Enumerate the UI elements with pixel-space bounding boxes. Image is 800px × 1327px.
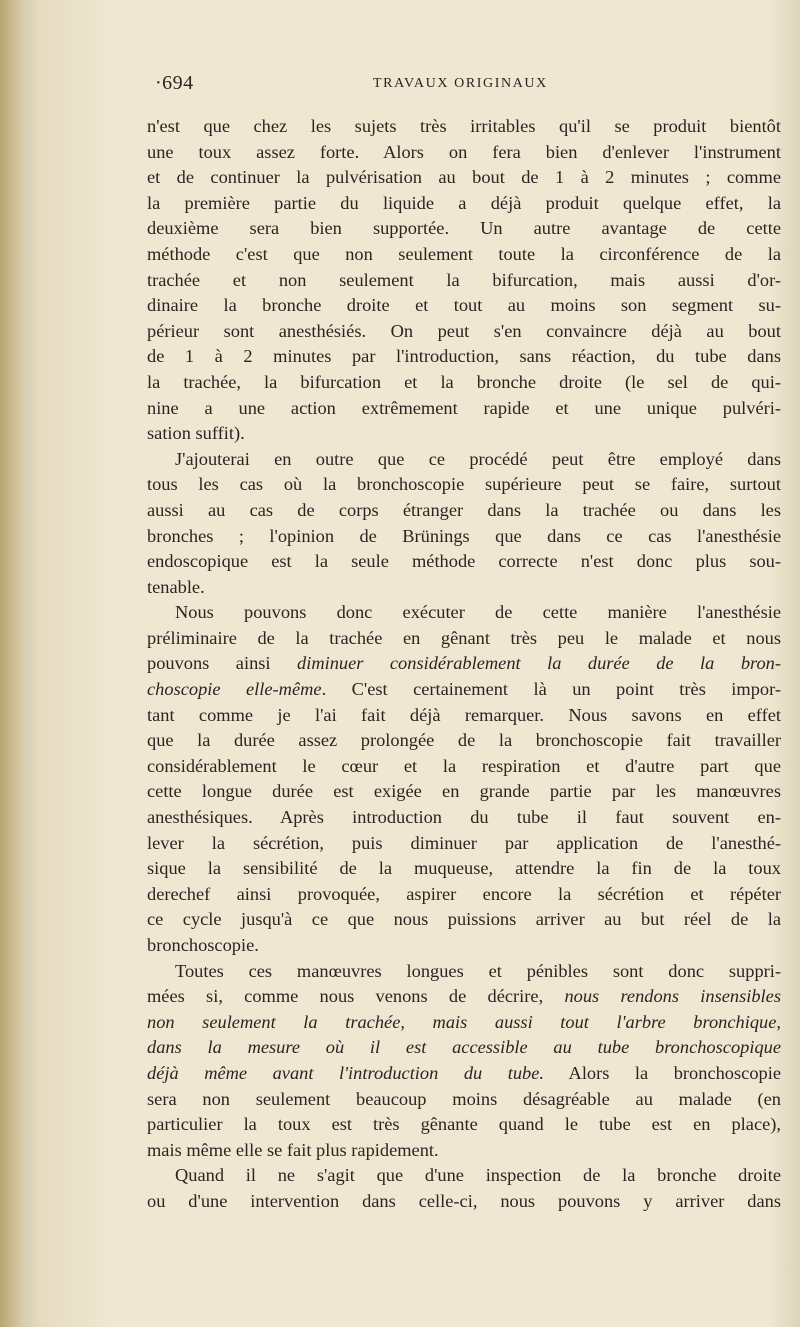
text-line: ce cycle jusqu'à ce que nous puissions arriver au but réel de la <box>147 909 781 930</box>
text-line: bronches ; l'opinion de Brünings que dans ce cas l'anesthésie <box>147 525 781 546</box>
italic-run: déjà même avant l'introduction du tube. <box>147 1062 545 1083</box>
text-line: bronchoscopie. <box>147 935 259 955</box>
text-line <box>147 651 781 677</box>
text-line: trachée et non seulement la bifurcation, mais aussi d'or- <box>147 269 781 290</box>
text-line <box>147 1010 781 1036</box>
text-line: n'est que chez les sujets très irritables qu'il se produit bientôt <box>147 116 781 136</box>
text-line: méthode c'est que non seulement toute la circonférence de la <box>147 243 781 264</box>
body-text <box>147 114 781 1215</box>
text-line: tenable. <box>147 576 205 597</box>
text-line: Toutes ces manœuvres longues et pénibles sont donc suppri- <box>175 960 781 981</box>
text-run: Alors la bronchoscopie <box>544 1062 781 1083</box>
text-line: derechef ainsi provoquée, aspirer encore la sécrétion et répéter <box>147 883 781 904</box>
text-line <box>147 1061 781 1087</box>
page-header <box>155 72 785 102</box>
text-line: préliminaire de la trachée en gênant très peu le malade et nous <box>147 627 781 648</box>
text-line: sation suffit). <box>147 423 245 444</box>
text-line: aussi au cas de corps étranger dans la trachée ou dans les <box>147 499 781 520</box>
page-number: ·694 <box>155 72 194 94</box>
text-run: . C'est certainement là un point très impor- <box>321 679 781 700</box>
text-line: dinaire la bronche droite et tout au moins son segment su- <box>147 295 781 316</box>
running-head: TRAVAUX ORIGINAUX <box>373 76 548 91</box>
text-line: sera non seulement beaucoup moins désagréable au malade (en <box>147 1088 781 1109</box>
text-line: tant comme je l'ai fait déjà remarquer. Nous savons en effet <box>147 704 781 725</box>
text-line: endoscopique est la seule méthode correcte n'est donc plus sou- <box>147 551 781 572</box>
text-line: Nous pouvons donc exécuter de cette manière l'anesthésie <box>175 602 781 623</box>
paragraph-5 <box>147 1163 781 1214</box>
paragraph-3 <box>147 600 781 958</box>
paragraph-2 <box>147 447 781 601</box>
text-line: deuxième sera bien supportée. Un autre avantage de cette <box>147 218 781 239</box>
text-line: J'ajouterai en outre que ce procédé peut être employé dans <box>175 448 781 469</box>
text-line: et de continuer la pulvérisation au bout de 1 à 2 minutes ; comme <box>147 167 781 188</box>
italic-run: dans la mesure où il est accessible au tube bronchoscopique <box>147 1037 781 1058</box>
text-line: ou d'une intervention dans celle-ci, nous pouvons y arriver dans <box>147 1190 781 1211</box>
text-line: mais même elle se fait plus rapidement. <box>147 1139 439 1160</box>
binding-edge <box>0 0 22 1327</box>
text-line: Quand il ne s'agit que d'une inspection de la bronche droite <box>175 1165 781 1186</box>
italic-run: scopie elle-même <box>173 679 322 700</box>
text-run: pouvons ainsi <box>147 653 298 674</box>
text-line: considérablement le cœur et la respiration et d'autre part que <box>147 755 781 776</box>
italic-run: nous rendons insensibles <box>564 986 781 1007</box>
text-line: la première partie du liquide a déjà produit quelque effet, la <box>147 192 781 213</box>
paragraph-1 <box>147 114 781 447</box>
text-line: tous les cas où la bronchoscopie supérieure peut se faire, surtout <box>147 474 781 495</box>
text-line: la trachée, la bifurcation et la bronche droite (le sel de qui- <box>147 371 781 392</box>
text-line <box>147 1035 781 1061</box>
text-run: mées si, comme nous venons de décrire, <box>147 986 565 1007</box>
text-line: anesthésiques. Après introduction du tube il faut souvent en- <box>147 807 781 828</box>
text-line: particulier la toux est très gênante quand le tube est en place), <box>147 1114 781 1135</box>
text-line: périeur sont anesthésiés. On peut s'en convaincre déjà au bout <box>147 320 781 341</box>
text-line: sique la sensibilité de la muqueuse, attendre la fin de la toux <box>147 858 781 879</box>
italic-run: non seulement la trachée, mais aussi tout l'arbre bronchique, <box>147 1011 781 1032</box>
paragraph-4 <box>147 959 781 1164</box>
text-line <box>147 984 781 1010</box>
text-line: de 1 à 2 minutes par l'introduction, sans réaction, du tube dans <box>147 346 781 367</box>
text-line <box>147 677 781 703</box>
italic-run: diminuer considérablement la durée de la bron- <box>297 653 782 674</box>
italic-run: cho <box>147 679 174 700</box>
text-line: que la durée assez prolongée de la bronchoscopie fait travailler <box>147 730 781 751</box>
text-line: cette longue durée est exigée en grande partie par les manœuvres <box>147 781 781 802</box>
text-line: une toux assez forte. Alors on fera bien d'enlever l'instrument <box>147 141 781 162</box>
text-line: lever la sécrétion, puis diminuer par application de l'anesthé- <box>147 832 781 853</box>
text-line: nine a une action extrêmement rapide et une unique pulvéri- <box>147 397 781 418</box>
